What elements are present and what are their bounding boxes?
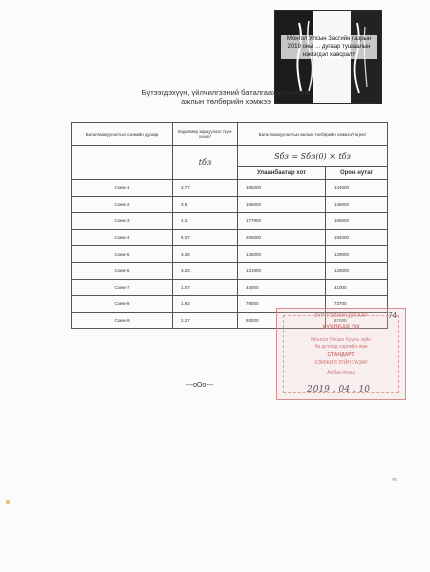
ub-fee-cell: 135000 bbox=[238, 246, 326, 263]
labor-cell: 3.36 bbox=[173, 246, 238, 263]
scheme-cell: Схем-6 bbox=[72, 262, 173, 279]
margin-mark: ꟹ bbox=[392, 476, 398, 485]
stamp-date: 2019 . 04 . 10 bbox=[307, 385, 370, 395]
formula-fee: Sбз = Sбз(0) × tбз bbox=[238, 146, 388, 167]
local-fee-cell: 146000 bbox=[325, 196, 387, 213]
seal-line: Монгол Улсын Засгийн газрын bbox=[286, 36, 372, 42]
document-title bbox=[126, 88, 326, 106]
labor-cell: 1.07 bbox=[173, 279, 238, 296]
header-fee: Баталгаажуулалтын ажлын төлбөрийн хэмжээ/төгрөг/ bbox=[238, 123, 388, 146]
ub-fee-cell: 177900 bbox=[238, 213, 326, 230]
stamp-number: 74 bbox=[388, 311, 397, 320]
table-row bbox=[72, 196, 388, 213]
paper-speck bbox=[6, 500, 10, 504]
ub-fee-cell: 44000 bbox=[238, 279, 326, 296]
title-line: ажлын төлбөрийн хэмжээ bbox=[181, 97, 271, 106]
stamp-line: БҮРТГЭЛИЙН ДУГААР bbox=[314, 313, 368, 319]
local-fee-cell: 144000 bbox=[325, 180, 387, 197]
labor-cell: 2.27 bbox=[173, 312, 238, 329]
title-line: Бүтээгдэхүүн, үйлчилгээний баталгаажуулалтын bbox=[141, 88, 311, 97]
ub-fee-cell: 186000 bbox=[238, 196, 326, 213]
scheme-cell: Схем-2 bbox=[72, 196, 173, 213]
scheme-cell: Схем-4 bbox=[72, 229, 173, 246]
official-stamp bbox=[276, 308, 406, 400]
labor-cell: 4.3 bbox=[173, 213, 238, 230]
scheme-cell: Схем-9 bbox=[72, 312, 173, 329]
labor-cell: 3.8 bbox=[173, 196, 238, 213]
scheme-cell: Схем-7 bbox=[72, 279, 173, 296]
table-row bbox=[72, 229, 388, 246]
local-fee-cell: 165000 bbox=[325, 213, 387, 230]
local-fee-cell: 41000 bbox=[325, 279, 387, 296]
local-fee-cell: 129000 bbox=[325, 246, 387, 263]
formula-labor: tбз bbox=[173, 146, 238, 180]
table-row bbox=[72, 262, 388, 279]
stamp-line: ба дотоод хэргийн яам bbox=[314, 344, 368, 350]
fee-table bbox=[71, 122, 388, 329]
empty-cell bbox=[72, 146, 173, 180]
scheme-cell: Схем-1 bbox=[72, 180, 173, 197]
ub-fee-cell: 185000 bbox=[238, 180, 326, 197]
seal-caption bbox=[281, 35, 377, 59]
scheme-cell: Схем-5 bbox=[72, 246, 173, 263]
ub-fee-cell: 79000 bbox=[238, 296, 326, 313]
city-local: Орон нутаг bbox=[325, 167, 387, 180]
seal-line: нэмэгдэл хавсралт bbox=[302, 52, 356, 58]
table-header-row bbox=[72, 123, 388, 146]
local-fee-cell: 194000 bbox=[325, 229, 387, 246]
ub-fee-cell: 205000 bbox=[238, 229, 326, 246]
stamp-line: Албан ёсны bbox=[327, 370, 355, 376]
table-row bbox=[72, 213, 388, 230]
labor-cell: 3.33 bbox=[173, 262, 238, 279]
labor-cell: 5.07 bbox=[173, 229, 238, 246]
scheme-cell: Схем-8 bbox=[72, 296, 173, 313]
ub-fee-cell: 93000 bbox=[238, 312, 326, 329]
seal-line: 2019 оны ... дугаар тушаалын bbox=[287, 44, 371, 50]
local-fee-cell: 73700 bbox=[325, 296, 387, 313]
table-row bbox=[72, 180, 388, 197]
stamp-line: СТАНДАРТ bbox=[327, 352, 355, 358]
labor-cell: 1.92 bbox=[173, 296, 238, 313]
table-row bbox=[72, 246, 388, 263]
ub-fee-cell: 131900 bbox=[238, 262, 326, 279]
end-mark: ---oOo--- bbox=[186, 382, 214, 389]
scheme-cell: Схем-3 bbox=[72, 213, 173, 230]
formula-row bbox=[72, 146, 388, 167]
header-labor: Хөдөлмөр зарцуулалт /хүн-хоног/ bbox=[173, 123, 238, 146]
city-ub: Улаанбаатар хот bbox=[238, 167, 326, 180]
stamp-line: Монгол Улсын Хууль зүйн bbox=[311, 337, 371, 343]
labor-cell: 3.77 bbox=[173, 180, 238, 197]
header-scheme: Баталгаажуулалтын схемийн дугаар bbox=[72, 123, 173, 146]
table-row bbox=[72, 279, 388, 296]
local-fee-cell: 87000 bbox=[325, 312, 387, 329]
local-fee-cell: 128000 bbox=[325, 262, 387, 279]
stamp-line: ХЭМЖИЛ ЗҮЙН ГАЗАР bbox=[314, 360, 368, 366]
stamp-line: ХУУЛБАР ЭХ bbox=[322, 325, 360, 331]
